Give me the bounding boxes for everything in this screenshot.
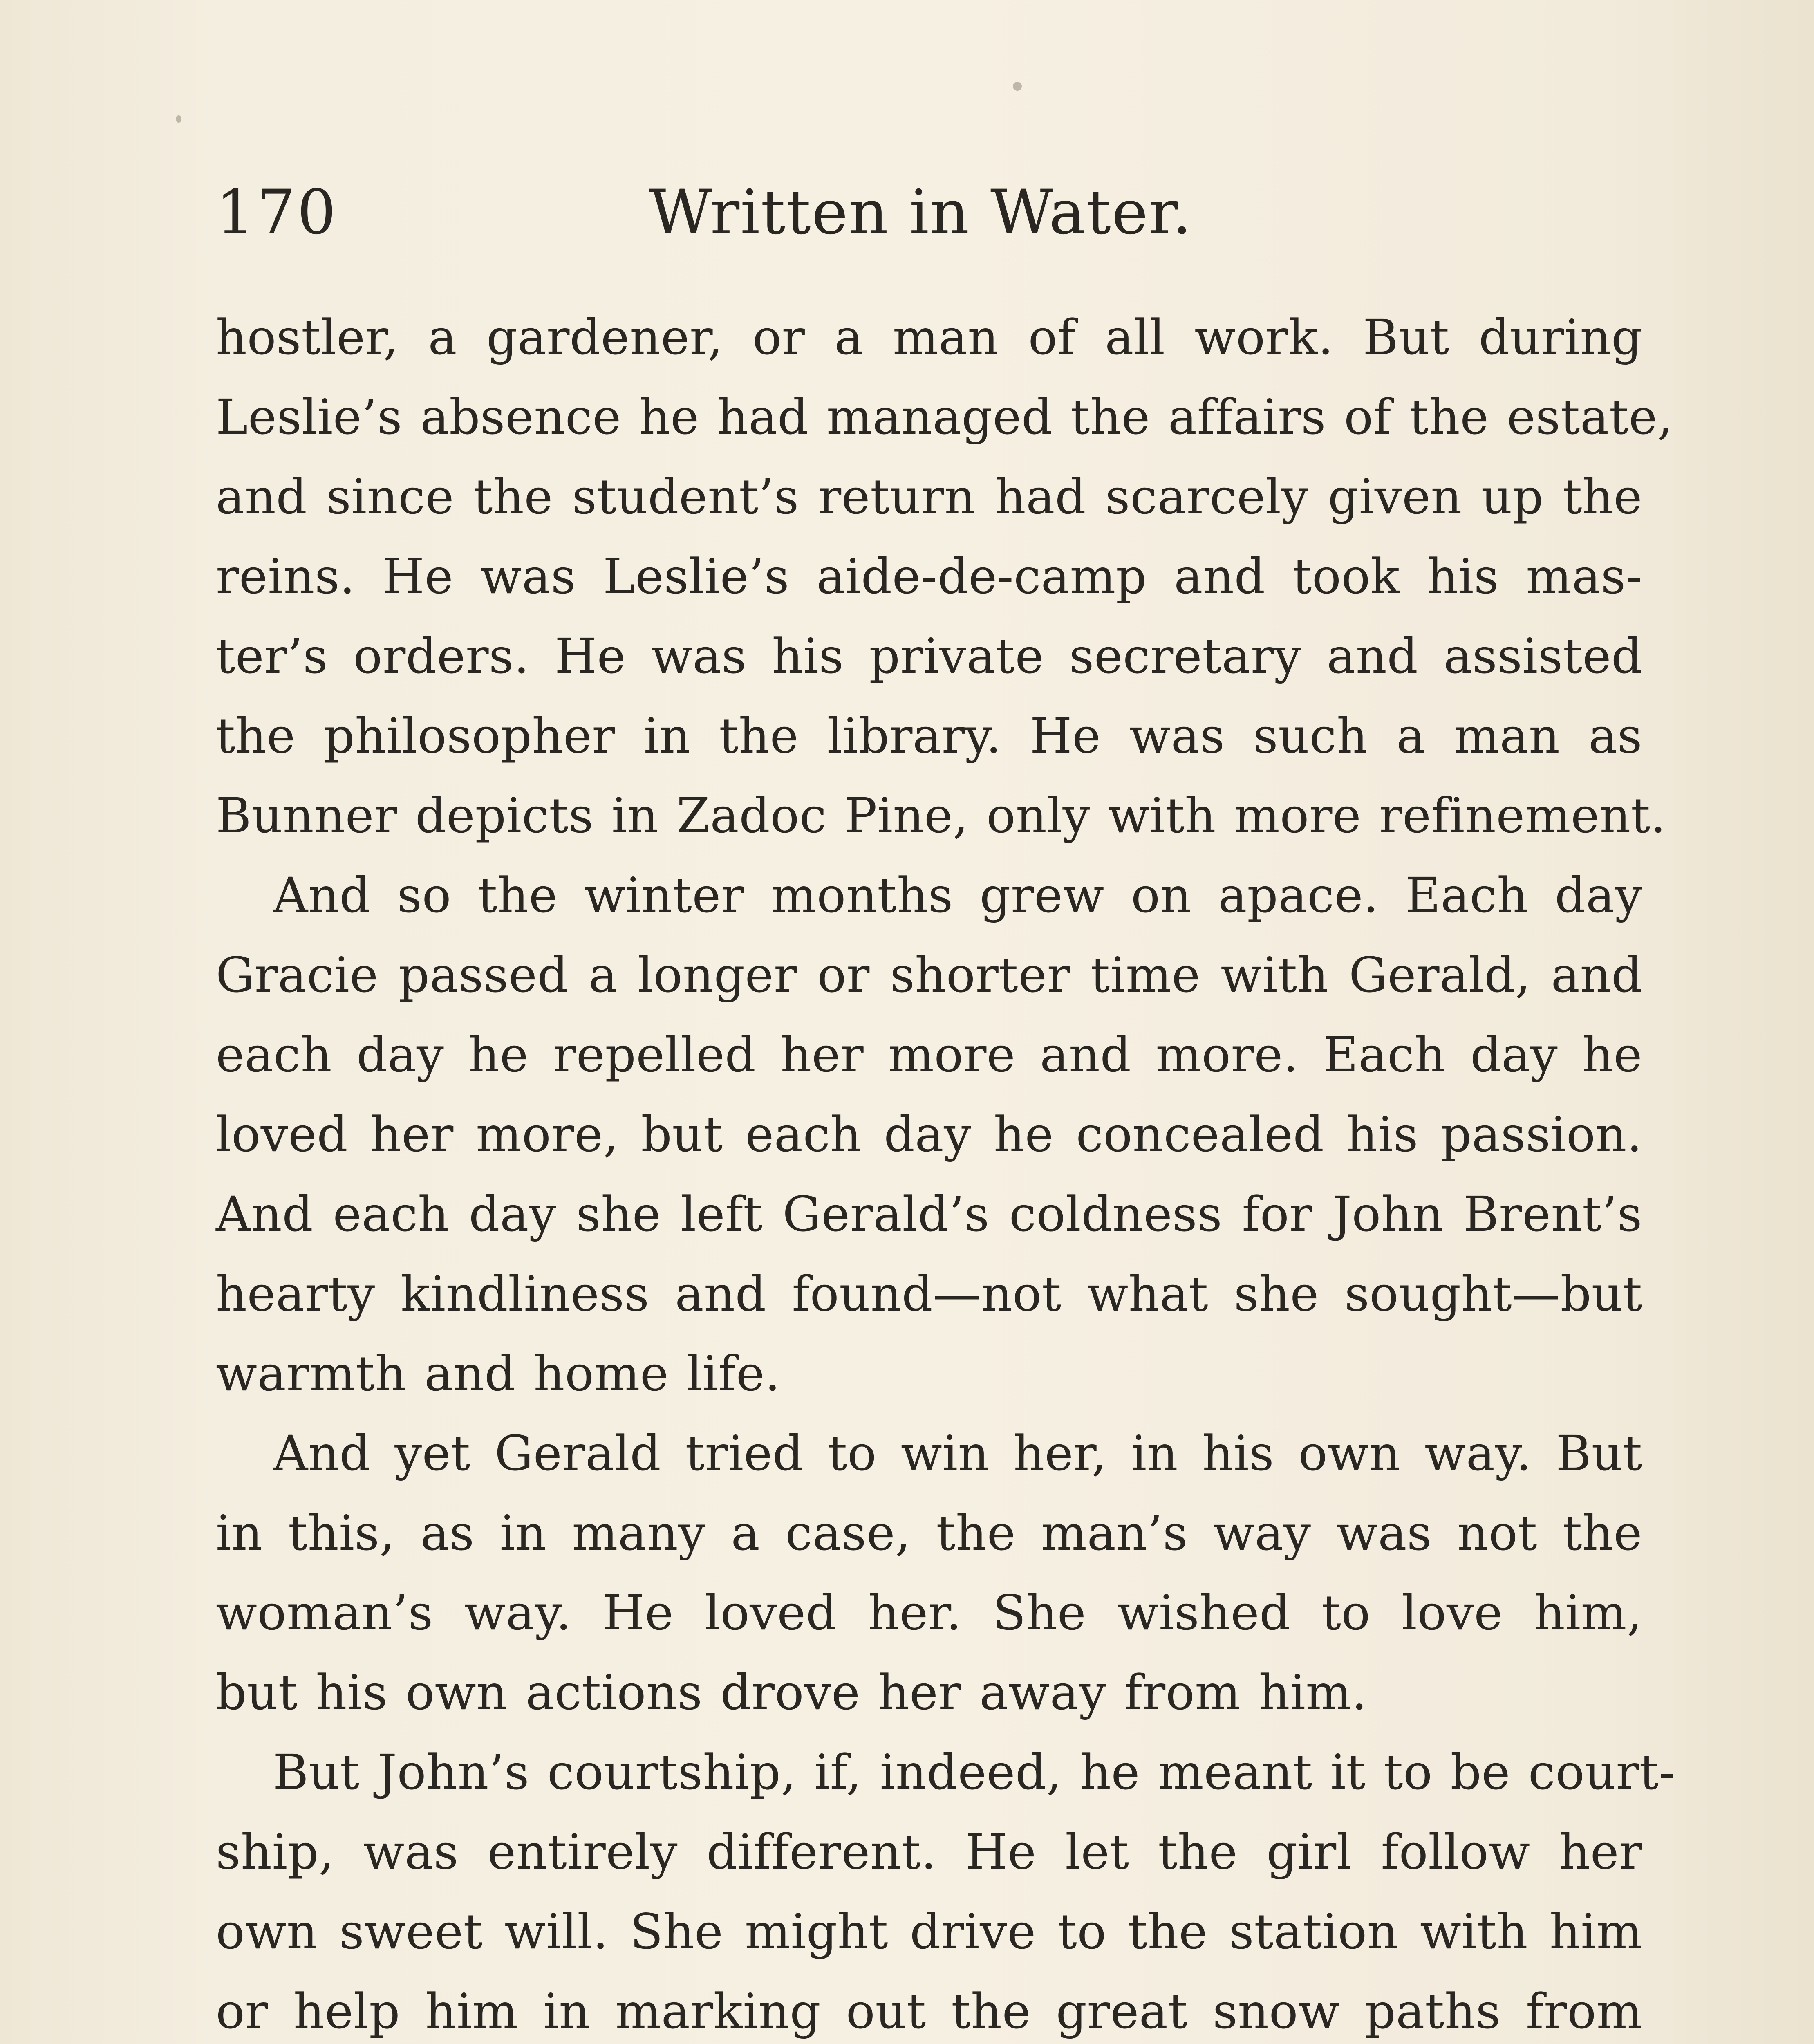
text-line: Gracie passed a longer or shorter time with Gerald, and [216,947,1642,1003]
text-line: And so the winter months grew on apace. Each day [273,867,1642,923]
text-line: own sweet will. She might drive to the station with him [216,1903,1642,1960]
text-line: Leslie’s absence he had managed the affairs of the estate, [216,389,1673,445]
page-number: 170 [216,177,338,248]
text-line: warmth and home life. [216,1345,781,1402]
text-line: And yet Gerald tried to win her, in his own way. But [273,1425,1642,1481]
text-line: each day he repelled her more and more. Each day he [216,1026,1642,1083]
text-line: ship, was entirely different. He let the girl follow her [216,1824,1642,1880]
text-line: and since the student’s return had scarcely given up the [216,468,1642,525]
text-line: woman’s way. He loved her. She wished to love him, [216,1585,1642,1641]
text-line: in this, as in many a case, the man’s way was not the [216,1505,1642,1561]
page-header [216,172,1642,253]
text-line: ter’s orders. He was his private secretary and assisted [216,628,1642,684]
paper-speck [1013,82,1022,91]
paragraph [216,1732,1675,2044]
text-line: the philosopher in the library. He was such a man as [216,708,1642,764]
running-title: Written in Water. [649,177,1193,248]
text-line: hostler, a gardener, or a man of all work. But during [216,309,1642,365]
text-line: reins. He was Leslie’s aide-de-camp and took his mas- [216,548,1642,605]
body-text [216,298,1675,2044]
text-line: But John’s courtship, if, indeed, he meant it to be court- [273,1744,1675,1800]
paper-speck [176,115,181,123]
paragraph [216,1414,1642,1732]
paragraph [216,298,1673,856]
paragraph [216,856,1642,1414]
text-line: Bunner depicts in Zadoc Pine, only with more refinement. [216,787,1666,844]
text-line: or help him in marking out the great snow paths from [216,1983,1642,2040]
text-line: And each day she left Gerald’s coldness for John Brent’s [216,1186,1642,1242]
text-line: loved her more, but each day he concealed his passion. [216,1106,1642,1163]
text-line: but his own actions drove her away from him. [216,1664,1367,1721]
text-line: hearty kindliness and found—not what she sought—but [216,1266,1642,1322]
